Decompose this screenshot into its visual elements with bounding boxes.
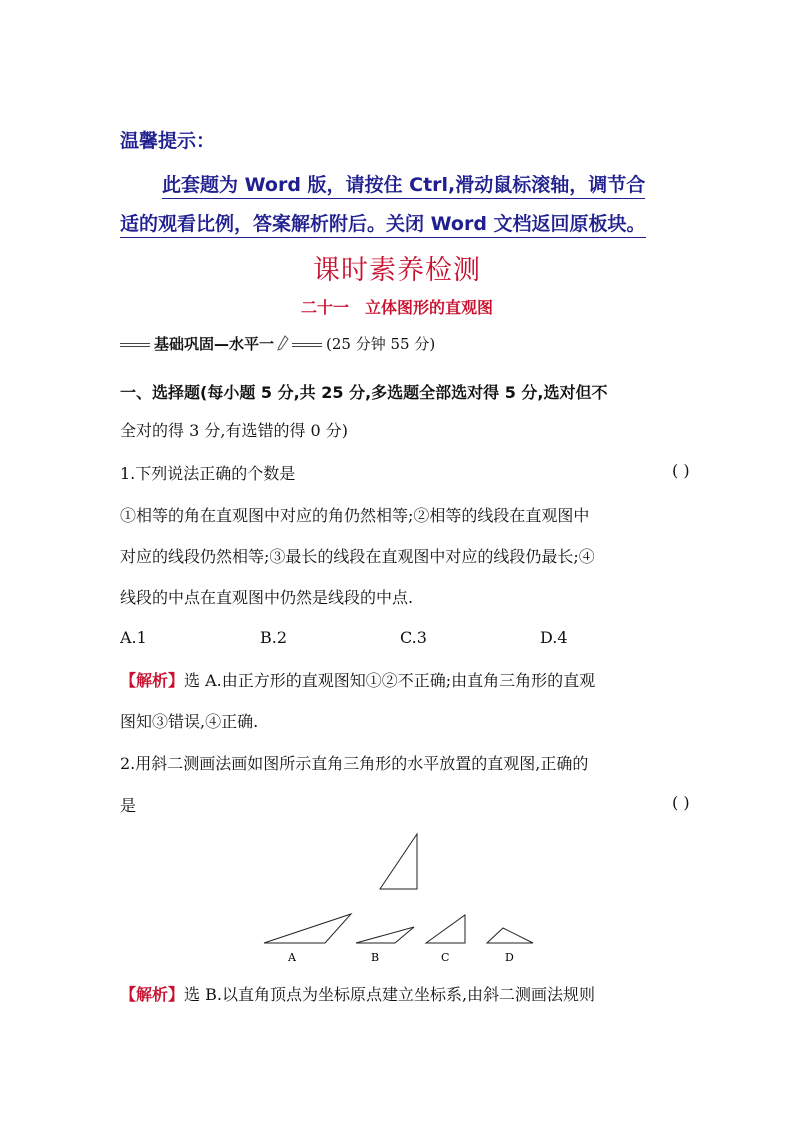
option-d-triangle <box>487 928 533 943</box>
level-time: (25 分钟 55 分) <box>326 335 436 353</box>
q2-stem-2: 是 <box>120 796 137 815</box>
q1-body-2: 对应的线段仍然相等;③最长的线段在直观图中对应的线段仍最长;④ <box>120 547 595 566</box>
pencil-icon <box>277 335 289 355</box>
option-b-triangle <box>356 927 414 943</box>
q1-option-b: B.2 <box>260 628 288 647</box>
q1-option-d: D.4 <box>540 628 568 647</box>
figure-label-b: B <box>371 951 380 964</box>
section-1-line-1: 一、选择题(每小题 5 分,共 25 分,多选题全部选对得 5 分,选对但不 <box>120 383 608 402</box>
tip-title: 温馨提示： <box>120 130 216 152</box>
lesson-topic: 立体图形的直观图 <box>365 298 494 317</box>
q1-stem: 1.下列说法正确的个数是 <box>120 464 296 483</box>
tip-line-1: 此套题为 Word 版，请按住 Ctrl,滑动鼠标滚轴，调节合 <box>162 170 645 199</box>
option-c-triangle <box>426 915 465 943</box>
lesson-number: 二十一 <box>300 298 349 317</box>
level-label: 基础巩固—水平一 <box>154 335 275 353</box>
page-title: 课时素养检测 <box>313 255 481 286</box>
figure-label-c: C <box>441 951 450 964</box>
q1-option-a: A.1 <box>120 628 147 647</box>
q2-figure <box>250 830 550 970</box>
lesson-subtitle <box>0 295 794 318</box>
answer-tag: 【解析】 <box>120 671 185 690</box>
option-a-triangle <box>264 914 351 943</box>
section-1-line-2: 全对的得 3 分,有选错的得 0 分) <box>120 421 349 440</box>
tip-line-2: 适的观看比例，答案解析附后。关闭 Word 文档返回原板块。 <box>120 209 646 238</box>
q2-stem-1: 2.用斜二测画法画如图所示直角三角形的水平放置的直观图,正确的 <box>120 754 589 773</box>
original-right-triangle <box>380 834 417 889</box>
q1-option-c: C.3 <box>400 628 427 647</box>
q1-answer-line-1: 【解析】选 A.由正方形的直观图知①②不正确;由直角三角形的直观 <box>120 671 596 690</box>
q1-answer-blank: ( ) <box>672 461 690 480</box>
q1-answer-line-2: 图知③错误,④正确. <box>120 712 259 731</box>
q1-body-1: ①相等的角在直观图中对应的角仍然相等;②相等的线段在直观图中 <box>120 506 590 525</box>
level-line <box>120 333 435 355</box>
q1-body-3: 线段的中点在直观图中仍然是线段的中点. <box>120 588 414 607</box>
q2-answer-blank: ( ) <box>672 793 690 812</box>
double-rule-right <box>292 343 322 347</box>
figure-label-a: A <box>288 951 296 964</box>
q2-answer-line-1: 【解析】选 B.以直角顶点为坐标原点建立坐标系,由斜二测画法规则 <box>120 985 596 1004</box>
double-rule-left <box>120 343 150 347</box>
answer-tag: 【解析】 <box>120 985 185 1004</box>
figure-label-d: D <box>505 951 514 964</box>
